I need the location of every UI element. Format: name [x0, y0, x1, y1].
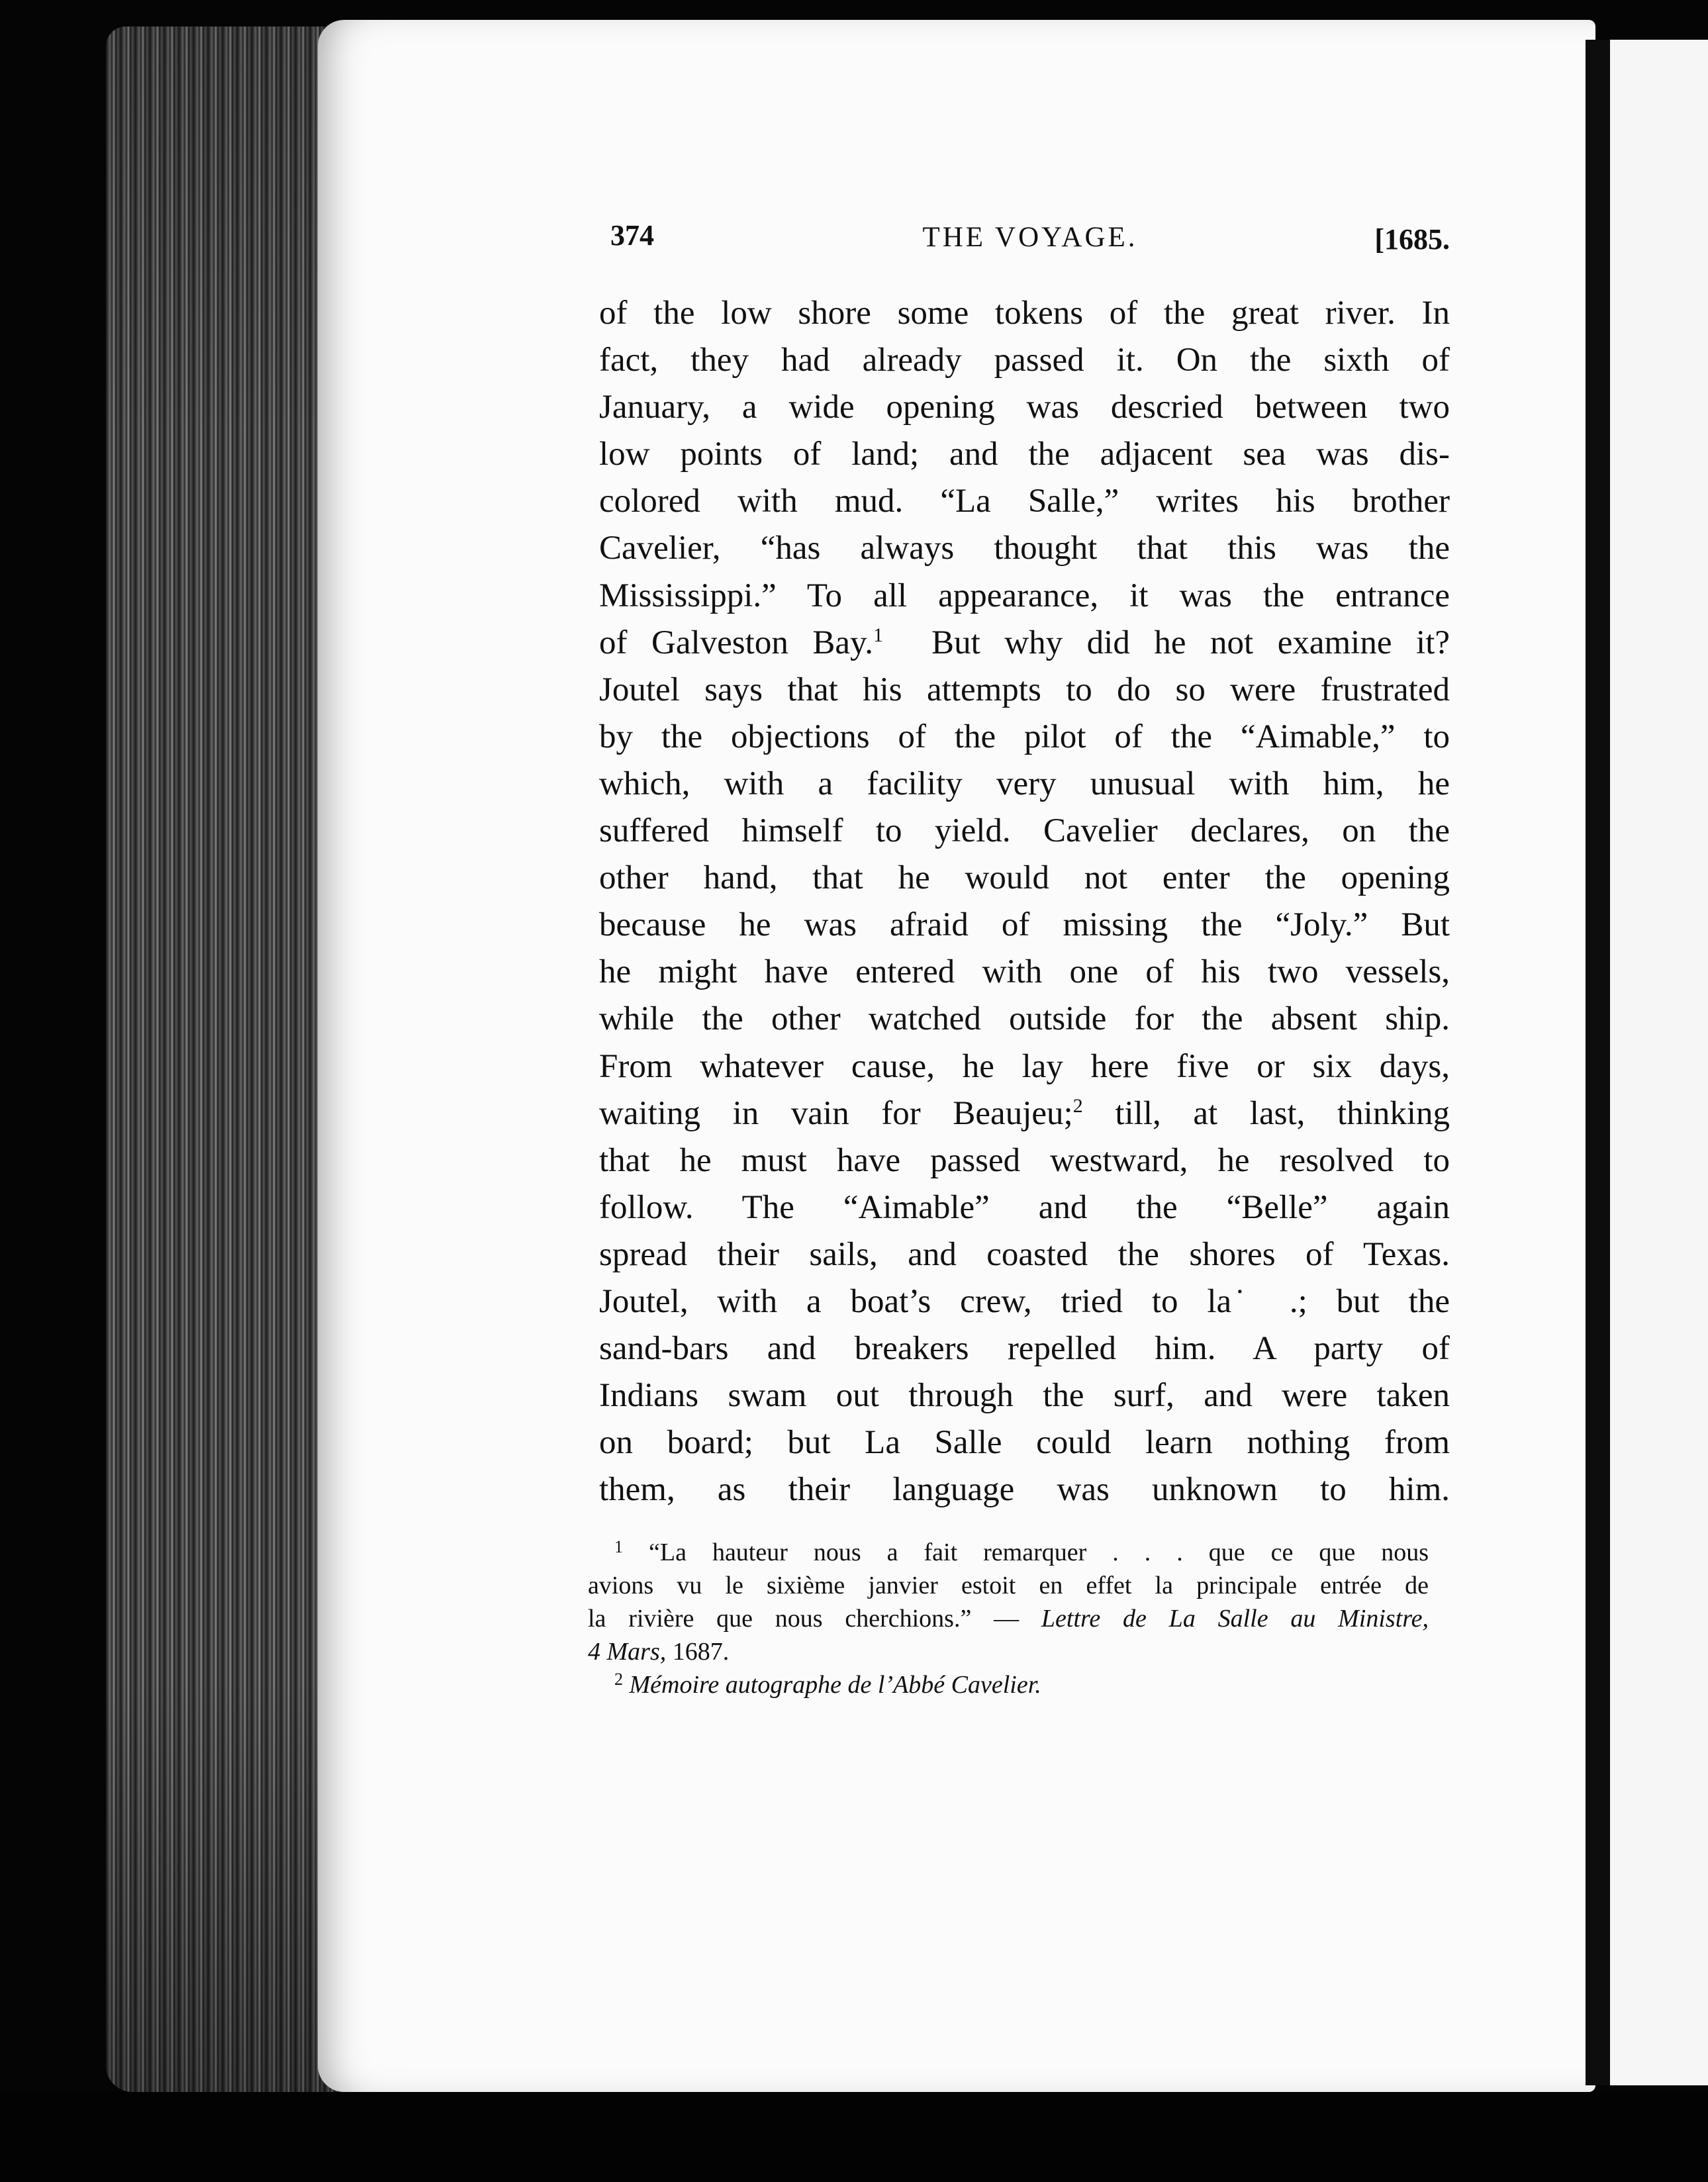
- text-line: colored with mud. “La Salle,” writes his brother: [599, 483, 1450, 520]
- body-text: [599, 290, 1450, 1513]
- text-line: which, with a facility very unusual with him, he: [599, 765, 1450, 802]
- text-line: because he was afraid of missing the “Joly.” But: [599, 906, 1450, 944]
- scan-background: [0, 2092, 1708, 2182]
- footnotes: [588, 1536, 1429, 1701]
- book-gutter: [1586, 40, 1611, 2085]
- text-segment: But why did he not examine it?: [931, 624, 1450, 661]
- footnote-1-line: [588, 1635, 1429, 1668]
- footnote-1-marker: 1: [614, 1537, 623, 1556]
- text-line: while the other watched outside for the absent ship.: [599, 1000, 1450, 1038]
- footnote-1-line: avions vu le sixième janvier estoit en effet la principale entrée de: [588, 1572, 1429, 1599]
- text-line: fact, they had already passed it. On the sixth of: [599, 342, 1450, 379]
- book-page-edge: [106, 26, 344, 2092]
- footnote-text: “La hauteur nous a fait remarquer . . . que ce que nous: [649, 1539, 1429, 1566]
- text-line: suffered himself to yield. Cavelier declares, on the: [599, 812, 1450, 850]
- text-line: Mississippi.” To all appearance, it was the entrance: [599, 577, 1450, 614]
- footnote-1-line: [588, 1536, 1429, 1569]
- running-head: THE VOYAGE.: [922, 222, 1138, 253]
- footnote-1-line: [588, 1602, 1429, 1635]
- text-line: [599, 1090, 1450, 1137]
- footnote-text: la rivière que nous cherchions.” —: [588, 1605, 1020, 1633]
- footnote-text: 1687.: [672, 1638, 730, 1666]
- text-line: other hand, that he would not enter the opening: [599, 859, 1450, 897]
- text-line: follow. The “Aimable” and the “Belle” again: [599, 1188, 1450, 1226]
- text-line: on board; but La Salle could learn nothing from: [599, 1424, 1450, 1462]
- facing-page-edge: [1610, 40, 1708, 2085]
- footnote-ref-2: 2: [1072, 1094, 1083, 1117]
- text-line: them, as their language was unknown to him.: [599, 1471, 1450, 1509]
- footnote-2-marker: 2: [614, 1670, 623, 1689]
- text-line: that he must have passed westward, he resolved to: [599, 1141, 1450, 1179]
- text-line: spread their sails, and coasted the shores of Texas.: [599, 1235, 1450, 1273]
- text-line: he might have entered with one of his two vessels,: [599, 953, 1450, 991]
- text-segment: till, at last, thinking: [1115, 1094, 1450, 1132]
- footnote-citation: Mémoire autographe de l’Abbé Cavelier.: [629, 1671, 1041, 1699]
- page-header: [610, 218, 1450, 265]
- header-year: [1685.: [1374, 223, 1450, 256]
- footnote-2-line: [588, 1668, 1429, 1701]
- text-line: From whatever cause, he lay here five or six days,: [599, 1047, 1450, 1085]
- text-line: Indians swam out through the surf, and were taken: [599, 1377, 1450, 1415]
- text-line: by the objections of the pilot of the “Aimable,” to: [599, 718, 1450, 755]
- text-line: Cavelier, “has always thought that this was the: [599, 530, 1450, 567]
- text-segment: of Galveston Bay.: [599, 624, 873, 661]
- text-line: Joutel, with a boat’s crew, tried to la ̇ .; but the: [599, 1282, 1450, 1320]
- text-line: January, a wide opening was descried between two: [599, 389, 1450, 426]
- footnote-citation: Lettre de La Salle au Ministre,: [1041, 1605, 1429, 1633]
- text-line: of the low shore some tokens of the great river. In: [599, 295, 1450, 332]
- footnote-citation: 4 Mars,: [588, 1638, 667, 1666]
- text-line: low points of land; and the adjacent sea was dis-: [599, 436, 1450, 473]
- text-line: [599, 620, 1450, 667]
- footnote-ref-1: 1: [873, 624, 883, 646]
- text-line: sand-bars and breakers repelled him. A party of: [599, 1330, 1450, 1368]
- text-line: Joutel says that his attempts to do so were frustrated: [599, 671, 1450, 708]
- page-number: 374: [610, 219, 654, 252]
- text-segment: waiting in vain for Beaujeu;: [599, 1094, 1073, 1132]
